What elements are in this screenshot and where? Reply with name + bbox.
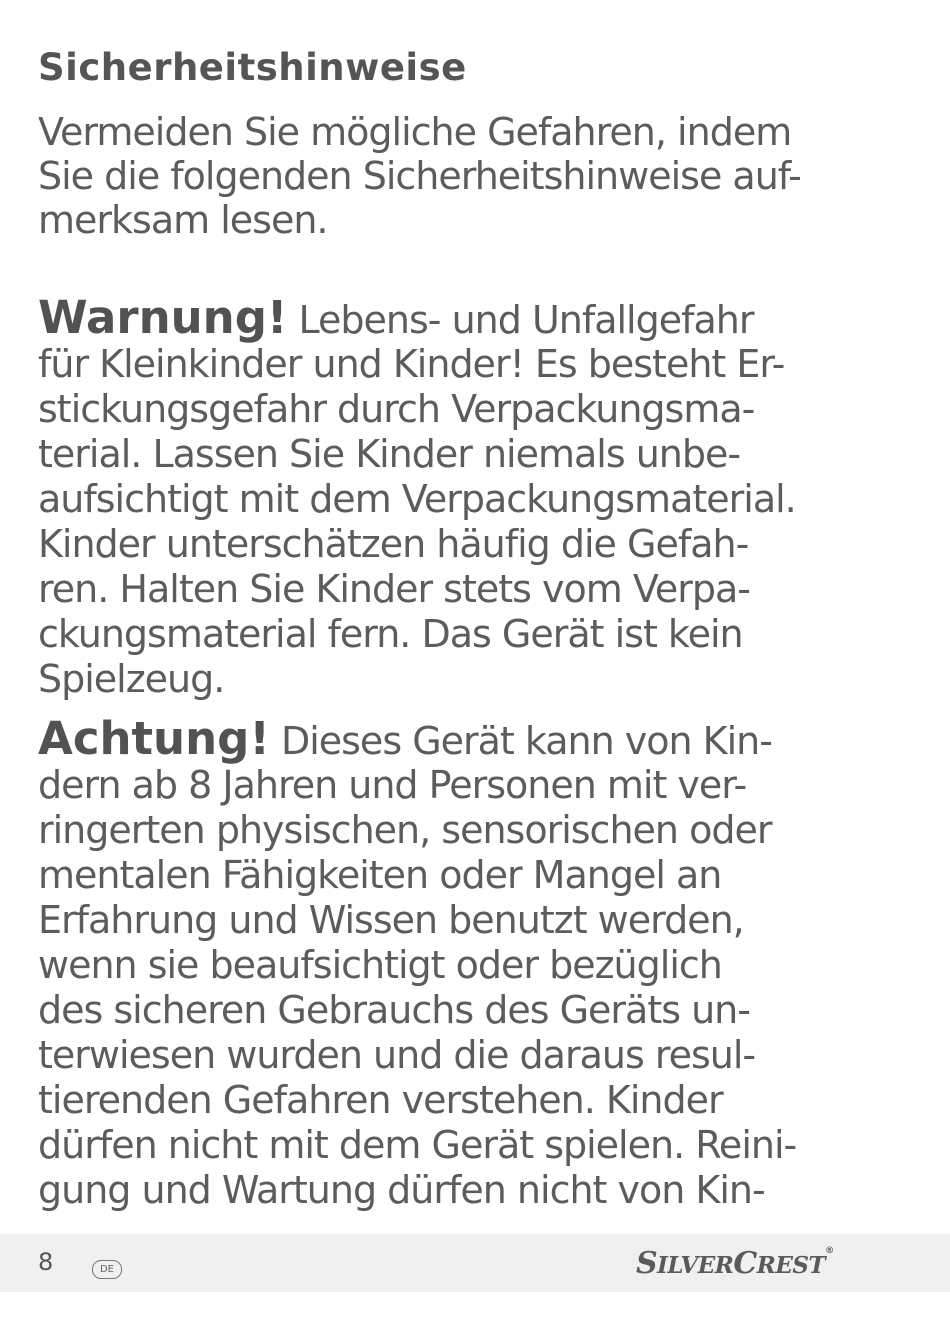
language-badge: DE xyxy=(92,1260,122,1279)
warning-line: stickungsgefahr durch Verpackungsma- xyxy=(38,387,755,431)
caution-text: Dieses Gerät kann von Kin- xyxy=(269,719,772,763)
caution-line: des sicheren Gebrauchs des Geräts un- xyxy=(38,988,750,1032)
warning-line: für Kleinkinder und Kinder! Es besteht Er- xyxy=(38,342,785,386)
caution-line: Erfahrung und Wissen benutzt werden, xyxy=(38,898,744,942)
logo-crest-initial: C xyxy=(733,1246,757,1281)
logo-silver-rest: ILVER xyxy=(657,1252,734,1279)
warning-text: Lebens- und Unfallgefahr xyxy=(287,298,754,342)
warning-line: terial. Lassen Sie Kinder niemals unbe- xyxy=(38,432,741,476)
intro-line: merksam lesen. xyxy=(38,198,328,242)
warning-line: ckungsmaterial fern. Das Gerät ist kein xyxy=(38,612,743,656)
brand-logo xyxy=(636,1246,834,1281)
section-heading: Sicherheitshinweise xyxy=(38,46,467,89)
intro-line: Vermeiden Sie mögliche Gefahren, indem xyxy=(38,110,792,154)
caution-line: dürfen nicht mit dem Gerät spielen. Reini- xyxy=(38,1123,797,1167)
page-number: 8 xyxy=(38,1248,54,1276)
page-footer xyxy=(0,1234,950,1292)
caution-line: mentalen Fähigkeiten oder Mangel an xyxy=(38,853,722,897)
caution-line: ringerten physischen, sensorischen oder xyxy=(38,808,772,852)
caution-first-line xyxy=(38,712,772,765)
caution-line: gung und Wartung dürfen nicht von Kin- xyxy=(38,1168,765,1212)
logo-crest-rest: REST xyxy=(756,1252,826,1279)
warning-line: aufsichtigt mit dem Verpackungsmaterial. xyxy=(38,477,796,521)
caution-line: tierenden Gefahren verstehen. Kinder xyxy=(38,1078,723,1122)
warning-first-line xyxy=(38,291,754,344)
logo-silver-initial: S xyxy=(636,1246,658,1281)
intro-line: Sie die folgenden Sicherheitshinweise auf- xyxy=(38,154,801,198)
caution-line: terwiesen wurden und die daraus resul- xyxy=(38,1033,756,1077)
warning-line: Spielzeug. xyxy=(38,657,225,701)
caution-line: wenn sie beaufsichtigt oder bezüglich xyxy=(38,943,722,987)
caution-label: Achtung! xyxy=(38,712,270,765)
warning-label: Warnung! xyxy=(38,291,288,344)
warning-line: ren. Halten Sie Kinder stets vom Verpa- xyxy=(38,567,751,611)
warning-line: Kinder unterschätzen häufig die Gefah- xyxy=(38,522,749,566)
registered-mark: ® xyxy=(825,1246,834,1256)
caution-line: dern ab 8 Jahren und Personen mit ver- xyxy=(38,763,747,807)
